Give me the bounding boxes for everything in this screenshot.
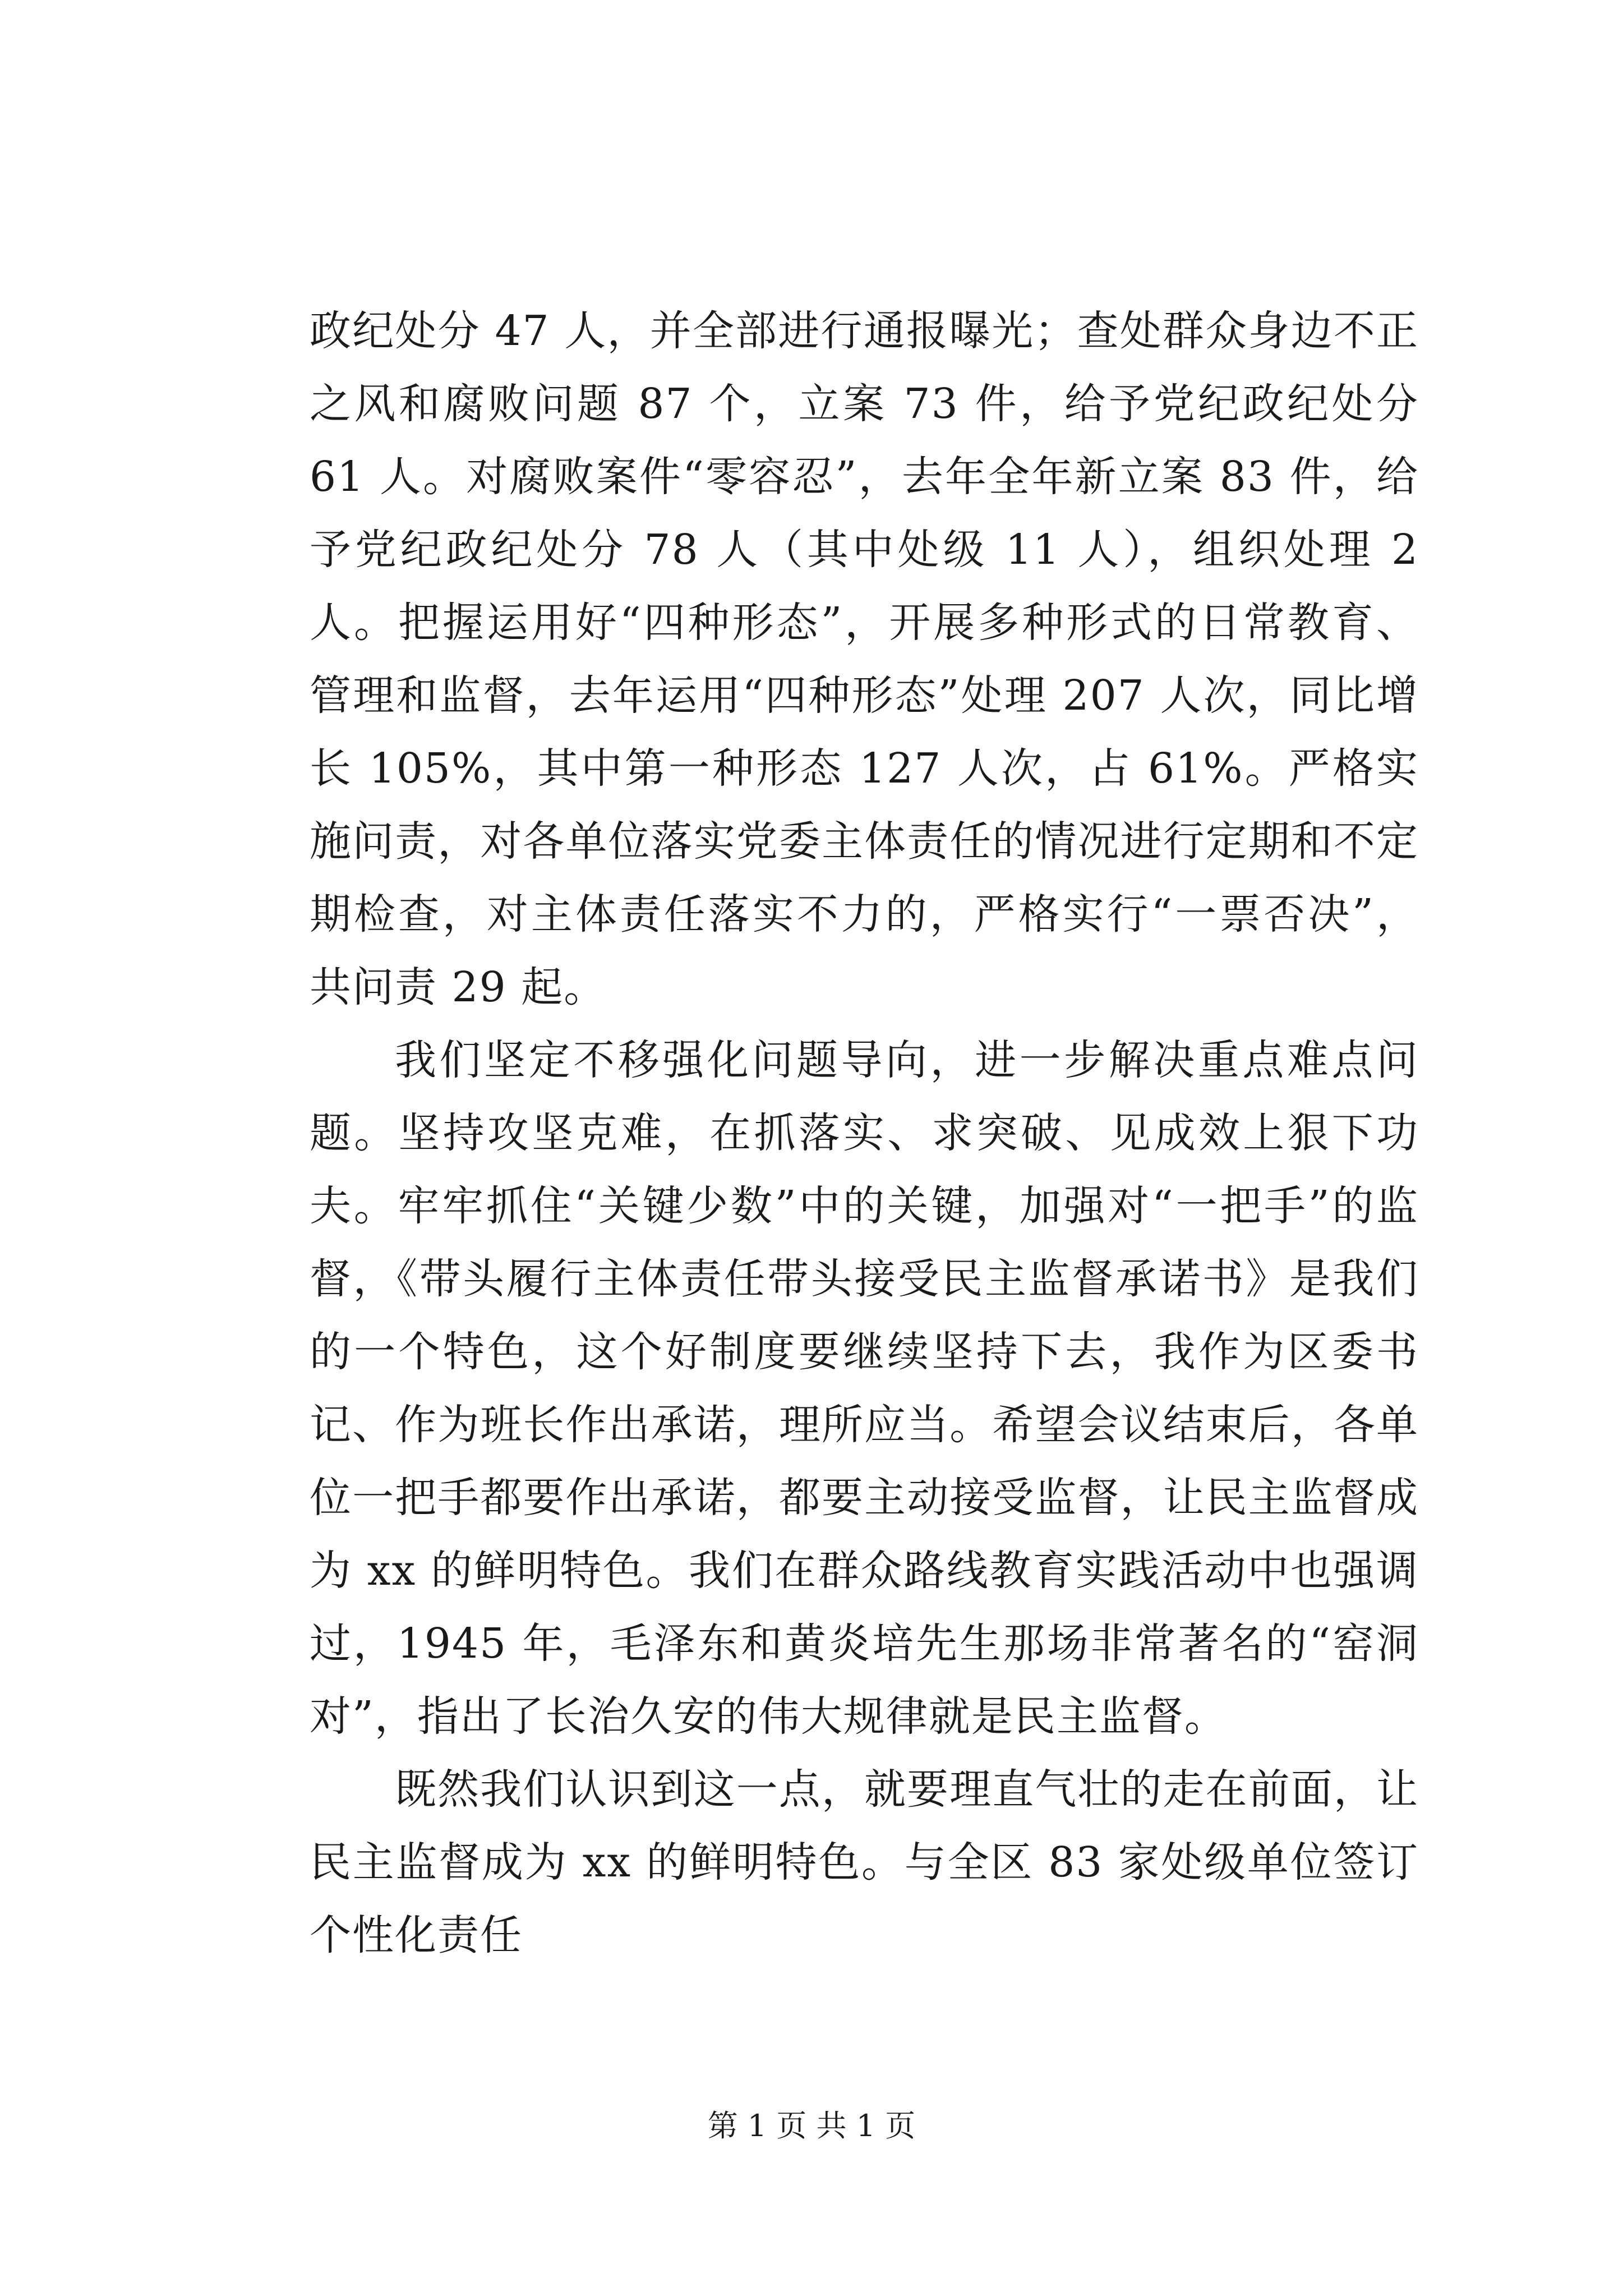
document-body (310, 295, 1419, 1972)
paragraph-3: 既然我们认识到这一点，就要理直气壮的走在前面，让民主监督成为 xx 的鲜明特色。与全区 83 家处级单位签订个性化责任 (310, 1765, 1419, 1959)
page-footer: 第 1 页 共 1 页 (707, 2108, 916, 2143)
paragraph-1: 政纪处分 47 人，并全部进行通报曝光；查处群众身边不正之风和腐败问题 87 个，立案 73 件，给予党纪政纪处分 61 人。对腐败案件“零容忍”，去年全年新立案 83 件，给予党纪政纪处分 78 人（其中处级 11 人），组织处理 2 人。把握运用好“四种形态”，开展多种形式的日常教育、管理和监督，去年运用“四种形态”处理 207 人次，同比增长 105%，其中第一种形态 127 人次，占 61%。严格实施问责，对各单位落实党委主体责任的情况进行定期和不定期检查，对主体责任落实不力的，严格实行“一票否决”，共问责 29 起。 (310, 307, 1419, 1011)
paragraph-2: 我们坚定不移强化问题导向，进一步解决重点难点问题。坚持攻坚克难，在抓落实、求突破、见成效上狠下功夫。牢牢抓住“关键少数”中的关键，加强对“一把手”的监督，《带头履行主体责任带头接受民主监督承诺书》是我们的一个特色，这个好制度要继续坚持下去，我作为区委书记、作为班长作出承诺，理所应当。希望会议结束后，各单位一把手都要作出承诺，都要主动接受监督，让民主监督成为 xx 的鲜明特色。我们在群众路线教育实践活动中也强调过，1945 年，毛泽东和黄炎培先生那场非常著名的“窑洞对”，指出了长治久安的伟大规律就是民主监督。 (310, 1036, 1419, 1741)
